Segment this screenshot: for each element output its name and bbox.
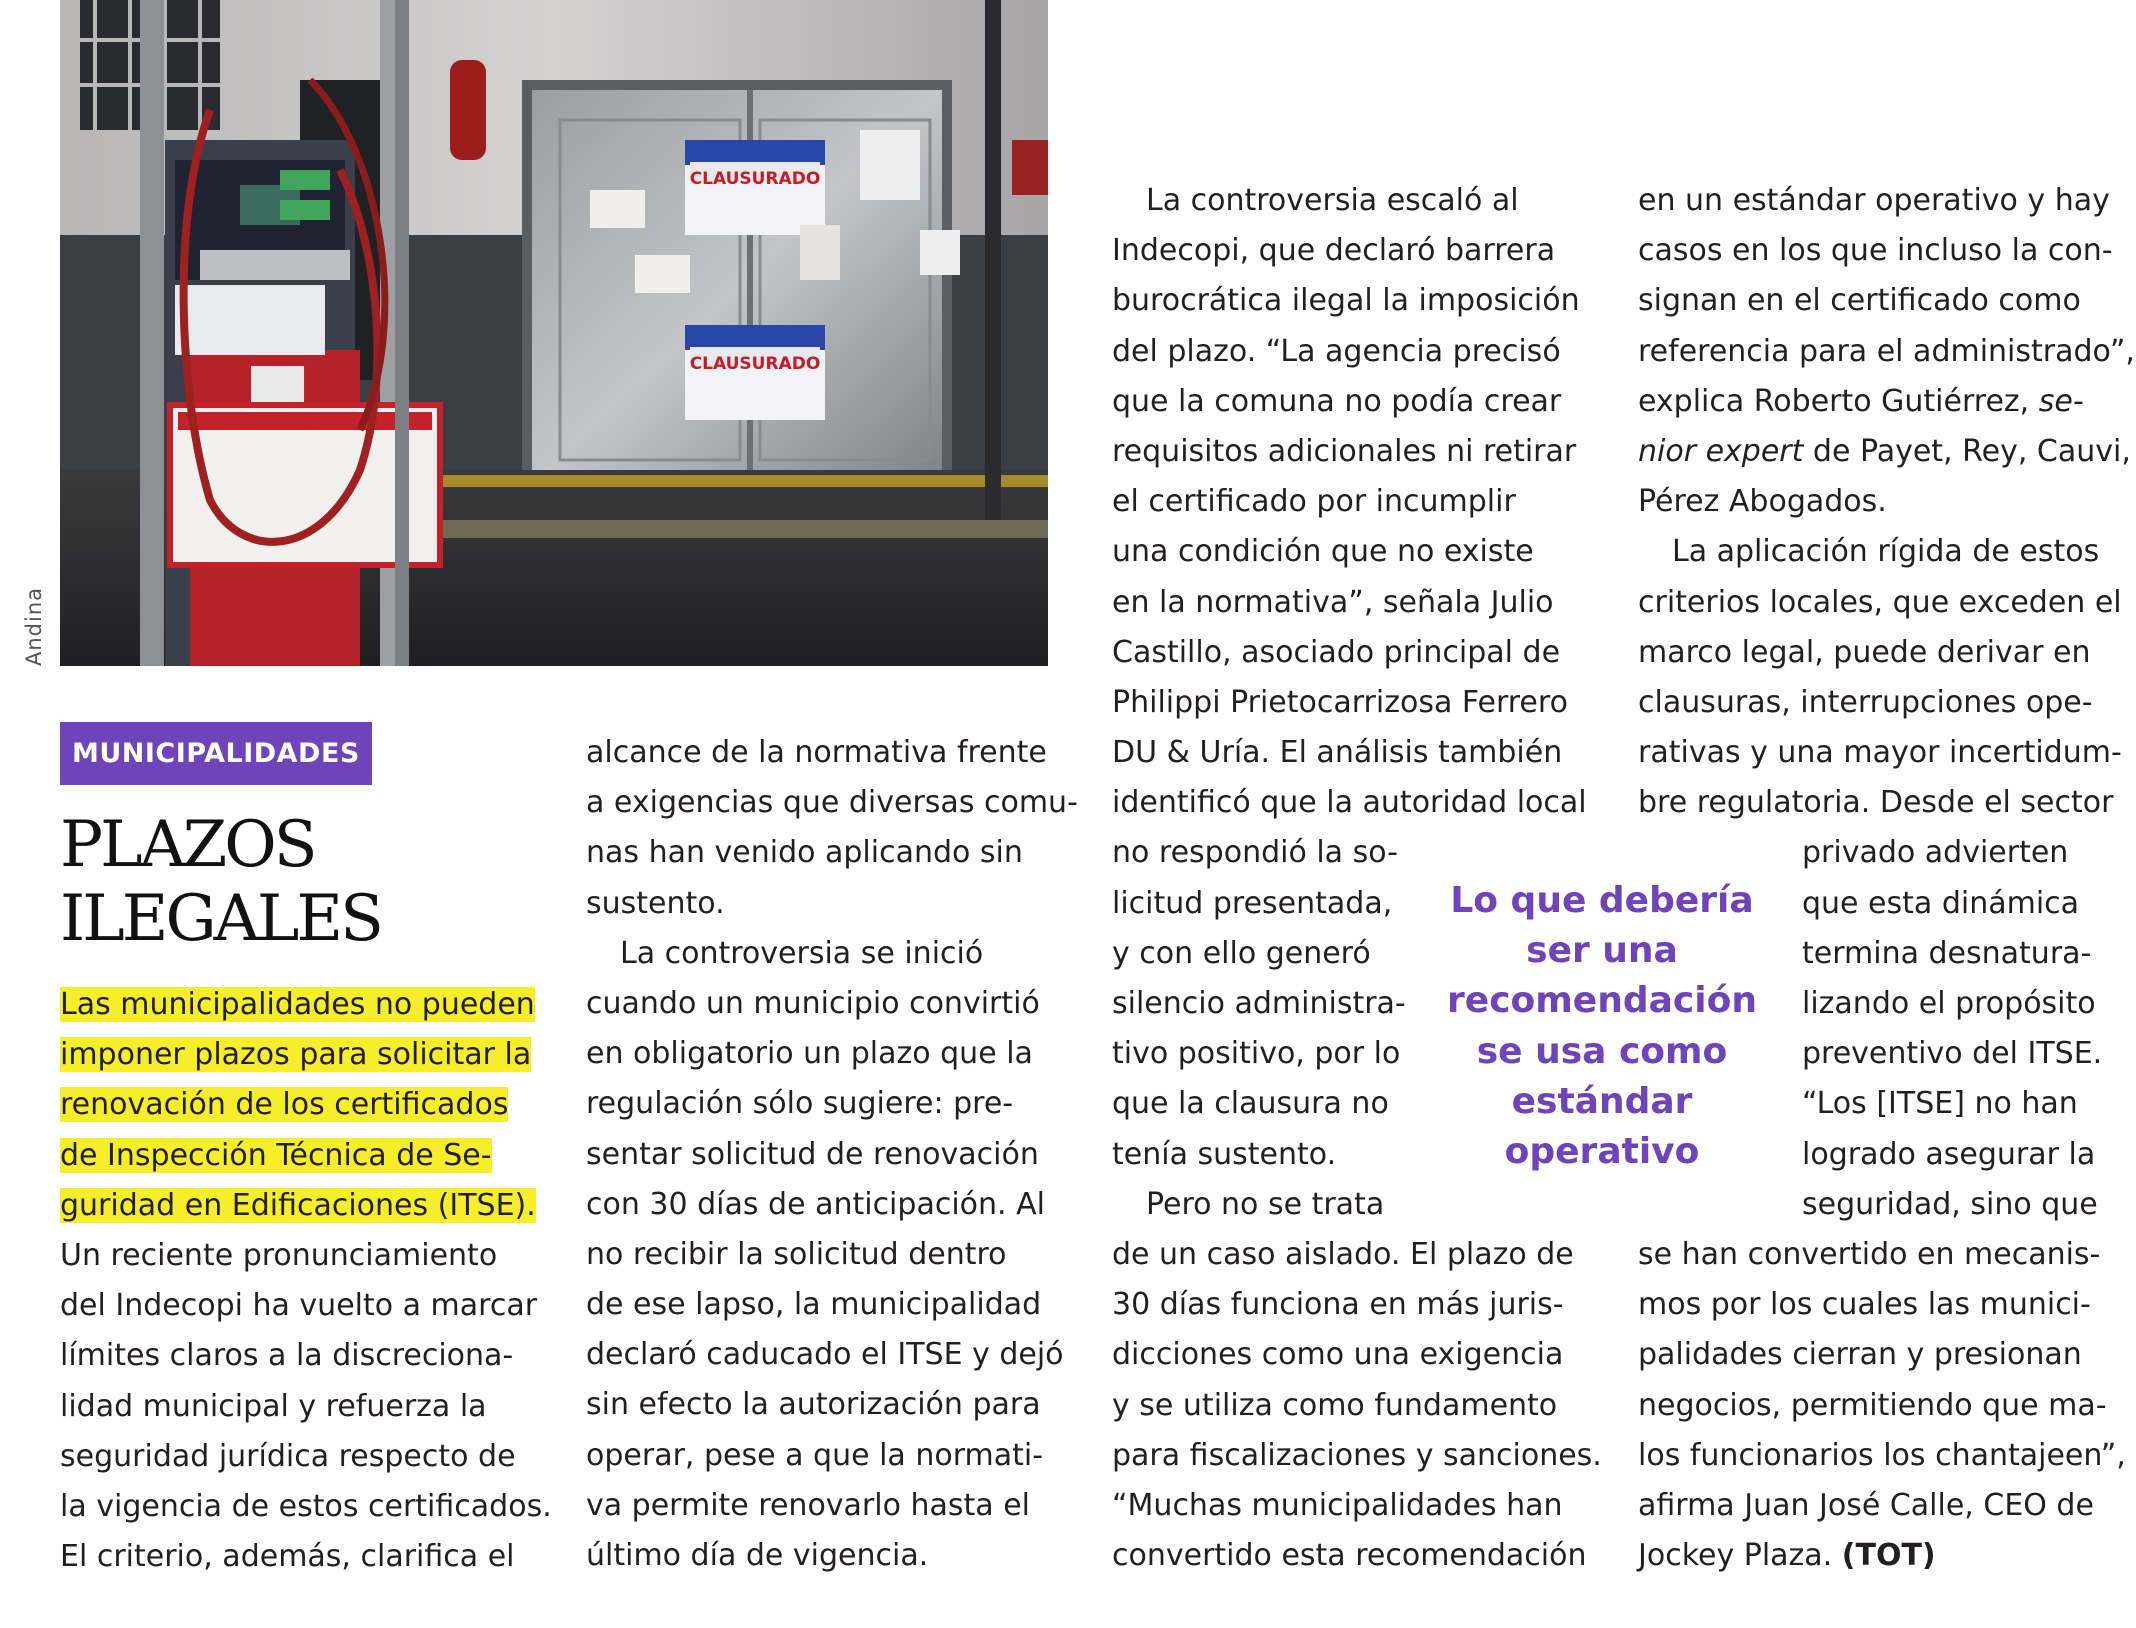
body-line: referencia para el administrado”, (1638, 333, 2135, 369)
body-line (1638, 1531, 2135, 1581)
body-line: signan en el certificado como (1638, 283, 2081, 319)
author-signoff: (TOT) (1841, 1538, 1936, 1574)
body-line: alcance de la normativa frente (586, 735, 1047, 770)
body-line: que la clausura no (1112, 1086, 1389, 1122)
body-line: va permite renovarlo hasta el (586, 1487, 1030, 1523)
body-line: límites claros a la discreciona- (60, 1338, 514, 1374)
body-line: cuando un municipio convirtió (586, 985, 1040, 1021)
pull-quote-line: ser una (1526, 930, 1678, 972)
body-line: en la normativa”, señala Julio (1112, 584, 1554, 620)
body-line: en un estándar operativo y hay (1638, 183, 2110, 218)
body-line: La aplicación rígida de estos (1672, 534, 2100, 570)
body-line: lidad municipal y refuerza la (60, 1388, 487, 1424)
body-line (1638, 427, 2135, 477)
body-line: seguridad jurídica respecto de (60, 1438, 516, 1474)
body-line: termina desnatura- (1802, 935, 2092, 971)
body-line: rativas y una mayor incertidum- (1638, 735, 2122, 771)
pull-quote-line: se usa como (1476, 1030, 1728, 1072)
body-line: Un reciente pronunciamiento (60, 1237, 498, 1273)
body-line: sentar solicitud de renovación (586, 1136, 1039, 1172)
body-text: Jockey Plaza. (1638, 1538, 1842, 1574)
body-line: que esta dinámica (1802, 885, 2080, 921)
italic-term: se- (2038, 383, 2084, 419)
body-line: nas han venido aplicando sin (586, 835, 1023, 871)
headline (60, 808, 540, 956)
body-line: Indecopi, que declaró barrera (1112, 233, 1556, 269)
body-line: preventivo del ITSE. (1802, 1036, 2103, 1072)
body-line: casos en los que incluso la con- (1638, 233, 2113, 269)
body-line: del Indecopi ha vuelto a marcar (60, 1288, 538, 1324)
body-line: lizando el propósito (1802, 986, 2096, 1021)
body-line: privado advierten (1802, 835, 2069, 871)
body-line: con 30 días de anticipación. Al (586, 1186, 1045, 1222)
body-line: no respondió la so- (1112, 835, 1398, 871)
body-line: convertido esta recomendación (1112, 1538, 1587, 1574)
pull-quote-line: recomendación (1447, 980, 1757, 1022)
body-line: sin efecto la autorización para (586, 1387, 1041, 1423)
body-line: Philippi Prietocarrizosa Ferrero (1112, 684, 1568, 720)
body-line: afirma Juan José Calle, CEO de (1638, 1487, 2094, 1523)
body-line: dicciones como una exigencia (1112, 1337, 1564, 1373)
body-line: los funcionarios los chantajeen”, (1638, 1437, 2126, 1473)
body-line: silencio administra- (1112, 986, 1406, 1021)
body-line: se han convertido en mecanis- (1638, 1236, 2101, 1272)
body-line: y con ello generó (1112, 935, 1371, 971)
pull-quote-line: Lo que debería (1450, 880, 1754, 921)
body-line: seguridad, sino que (1802, 1186, 2098, 1222)
body-line: marco legal, puede derivar en (1638, 634, 2091, 670)
body-line: palidades cierran y presionan (1638, 1337, 2082, 1373)
body-line: tenía sustento. (1112, 1136, 1337, 1172)
headline-line: PLAZOS (60, 808, 315, 882)
body-line: y se utiliza como fundamento (1112, 1387, 1558, 1423)
body-text: explica Roberto Gutiérrez, (1638, 383, 2039, 419)
body-line: el certificado por incumplir (1112, 484, 1516, 520)
body-line: que la comuna no podía crear (1112, 383, 1562, 419)
closed-sign-2-text: CLAUSURADO (689, 354, 821, 374)
body-line: negocios, permitiendo que ma- (1638, 1387, 2107, 1423)
body-line: tivo positivo, por lo (1112, 1036, 1401, 1072)
photo-credit: Andina (22, 586, 46, 666)
body-line: La controversia escaló al (1146, 183, 1519, 218)
body-line: no recibir la solicitud dentro (586, 1236, 1007, 1272)
body-line: de un caso aislado. El plazo de (1112, 1236, 1574, 1272)
body-line: burocrática ilegal la imposición (1112, 283, 1580, 319)
body-line: identificó que la autoridad local (1112, 785, 1587, 821)
body-line: una condición que no existe (1112, 534, 1534, 570)
body-line: declaró caducado el ITSE y dejó (586, 1337, 1064, 1373)
body-line: El criterio, además, clarifica el (60, 1539, 515, 1575)
italic-term: nior expert (1638, 433, 1804, 469)
category-tag: MUNICIPALIDADES (60, 722, 372, 785)
body-line: para fiscalizaciones y sanciones. (1112, 1437, 1602, 1473)
body-line: de ese lapso, la municipalidad (586, 1287, 1042, 1323)
body-line: “Los [ITSE] no han (1802, 1086, 2078, 1122)
body-line: del plazo. “La agencia precisó (1112, 333, 1561, 369)
body-line: clausuras, interrupciones ope- (1638, 684, 2093, 720)
headline-line: ILEGALES (60, 882, 381, 956)
lede-line: imponer plazos para solicitar la (60, 1037, 532, 1073)
pull-quote-line: estándar (1511, 1080, 1693, 1122)
lede-line: renovación de los certificados (60, 1087, 509, 1123)
body-line: Pero no se trata (1146, 1186, 1385, 1222)
body-line: regulación sólo sugiere: pre- (586, 1086, 1014, 1122)
text-column-2 (586, 728, 1078, 1581)
lede-line: guridad en Edificaciones (ITSE). (60, 1187, 536, 1223)
body-line: licitud presentada, (1112, 885, 1393, 921)
text-column-4 (1638, 176, 2135, 1581)
body-line (1638, 377, 2135, 427)
body-line: requisitos adicionales ni retirar (1112, 433, 1577, 469)
body-line: la vigencia de estos certificados. (60, 1488, 552, 1524)
body-line: logrado asegurar la (1802, 1136, 2096, 1172)
body-line: último día de vigencia. (586, 1538, 929, 1573)
body-line: Pérez Abogados. (1638, 484, 1887, 520)
pull-quote-line: operativo (1504, 1131, 1700, 1173)
body-line: sustento. (586, 885, 725, 921)
body-line: DU & Uría. El análisis también (1112, 735, 1563, 771)
article-photo (60, 0, 1048, 666)
body-line: mos por los cuales las munici- (1638, 1287, 2091, 1323)
body-line: en obligatorio un plazo que la (586, 1036, 1033, 1072)
closed-gas-station-photo (60, 0, 1048, 666)
body-line: criterios locales, que exceden el (1638, 584, 2122, 620)
body-line: bre regulatoria. Desde el sector (1638, 785, 2114, 821)
body-text: de Payet, Rey, Cauvi, (1803, 433, 2131, 469)
text-column-1 (60, 980, 552, 1582)
body-line: operar, pese a que la normati- (586, 1437, 1044, 1473)
body-line: La controversia se inició (620, 935, 984, 971)
body-line: a exigencias que diversas comu- (586, 785, 1078, 821)
body-line: 30 días funciona en más juris- (1112, 1287, 1564, 1323)
closed-sign-1-text: CLAUSURADO (689, 169, 821, 189)
body-line: “Muchas municipalidades han (1112, 1487, 1563, 1523)
lede-line: de Inspección Técnica de Se- (60, 1137, 492, 1173)
lede-line: Las municipalidades no pueden (60, 987, 535, 1022)
body-line: Castillo, asociado principal de (1112, 634, 1561, 670)
